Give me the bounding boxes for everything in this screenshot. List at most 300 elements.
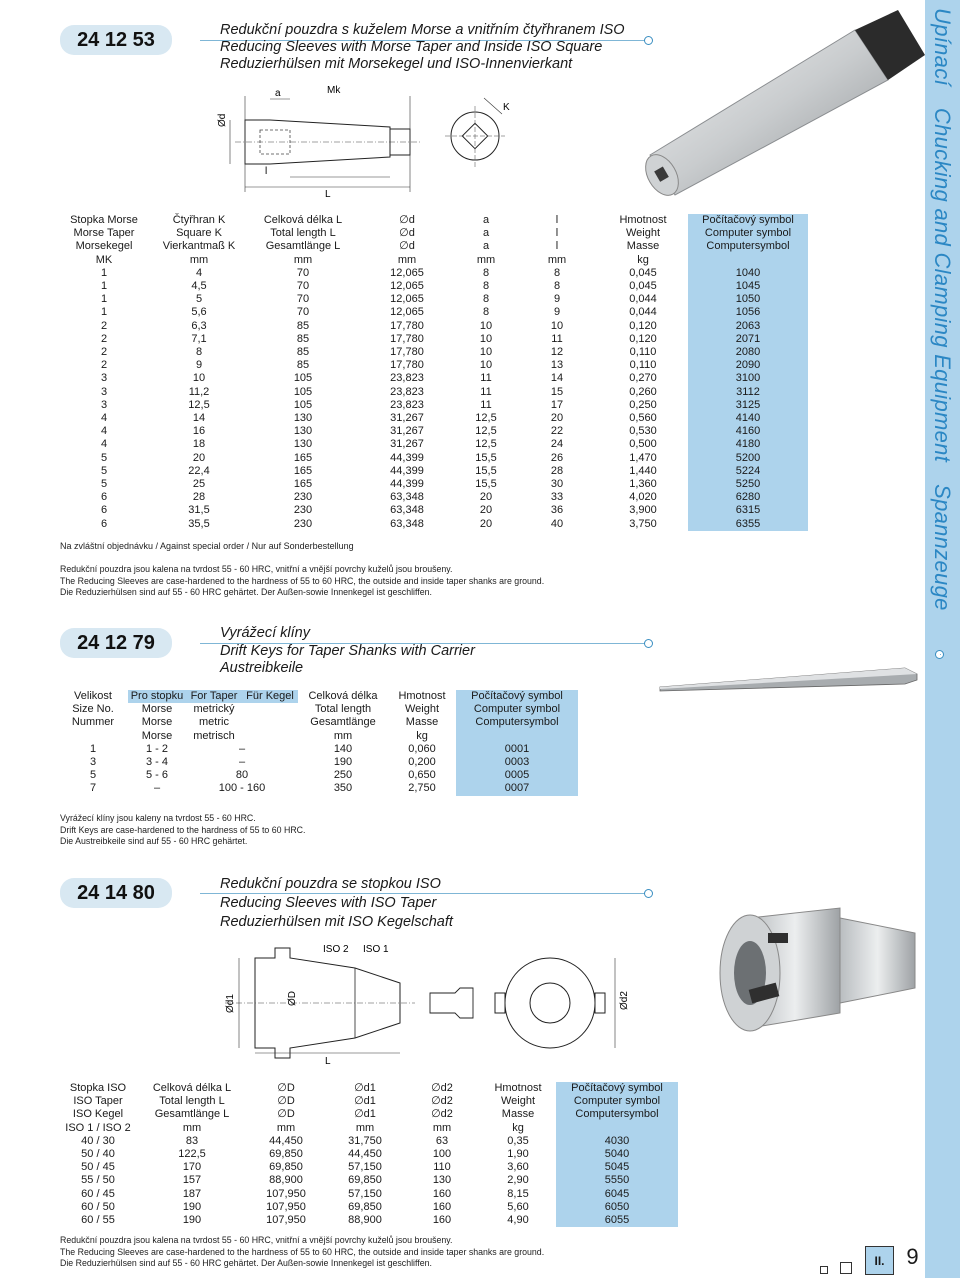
table-cell: 5,6 bbox=[191, 306, 207, 319]
table-cell: 130 bbox=[293, 425, 313, 438]
table-cell: 5,60 bbox=[507, 1200, 529, 1213]
table-cell: 3 - 4 bbox=[145, 756, 168, 769]
table-cell: 107,950 bbox=[266, 1187, 306, 1200]
title-cz: Redukční pouzdra s kuželem Morse a vnitřním čtyřhranem ISO bbox=[220, 22, 625, 38]
dim-l: l bbox=[265, 166, 268, 177]
special-order-note: Na zvláštní objednávku / Against special order / Nur auf Sonderbestellung bbox=[60, 541, 354, 551]
header-cell: ISO Kegel bbox=[72, 1108, 124, 1121]
table-cell: 20 bbox=[479, 491, 493, 504]
header-cell: kg bbox=[512, 1121, 524, 1134]
dim-k: K bbox=[503, 102, 510, 113]
table-cell: 6055 bbox=[556, 1214, 678, 1227]
table-cell: 170 bbox=[182, 1161, 202, 1174]
header-cell: ∅d bbox=[399, 214, 415, 226]
note-en: The Reducing Sleeves are case-hardened to the hardness of 55 to 60 HRC, the outside and inside taper shanks are ground. bbox=[60, 575, 545, 586]
table-header-row bbox=[58, 703, 578, 716]
header-cell: l bbox=[555, 214, 559, 226]
table-row bbox=[58, 306, 808, 319]
table-cell: 230 bbox=[293, 517, 313, 530]
header-cell: Size No. bbox=[72, 703, 114, 716]
header-cell: metrisch bbox=[193, 729, 235, 742]
table-cell: 1 - 2 bbox=[145, 742, 168, 755]
table-cell: 5045 bbox=[556, 1161, 678, 1174]
table-cell: 6280 bbox=[688, 491, 808, 504]
table-cell: 9 bbox=[553, 306, 561, 319]
table-cell: 3 bbox=[100, 398, 108, 411]
table-cell: 4 bbox=[195, 266, 203, 279]
table-row bbox=[58, 280, 808, 293]
table-cell: 12,5 bbox=[475, 412, 497, 425]
note-de: Die Reduzierhülsen sind auf 55 - 60 HRC gehärtet. Der Außen-sowie Innenkegel ist geschliffen. bbox=[60, 587, 432, 597]
table-cell: 9 bbox=[195, 359, 203, 372]
table-row bbox=[58, 267, 808, 280]
table-row bbox=[58, 412, 808, 425]
table-cell: 6045 bbox=[556, 1188, 678, 1201]
table-cell: 1 bbox=[100, 266, 108, 279]
header-cell: ∅d1 bbox=[354, 1082, 376, 1094]
table-cell: 6,3 bbox=[191, 319, 207, 332]
header-cell: Morse Taper bbox=[73, 227, 135, 240]
square-end-view bbox=[440, 88, 520, 178]
dim-d2: Ød2 bbox=[619, 991, 630, 1010]
table-row bbox=[58, 425, 808, 438]
table-header-row bbox=[58, 730, 578, 743]
table-cell: 2090 bbox=[688, 359, 808, 372]
table-row bbox=[58, 478, 808, 491]
header-cell: Stopka ISO bbox=[69, 1082, 127, 1094]
header-cell: mm bbox=[333, 729, 353, 742]
table-cell: 2063 bbox=[688, 320, 808, 333]
table-cell: 70 bbox=[296, 306, 310, 319]
title-cz: Redukční pouzdra se stopkou ISO bbox=[220, 876, 441, 892]
table-cell: 4180 bbox=[688, 438, 808, 451]
header-cell: Hmotnost bbox=[619, 214, 667, 226]
table-header-row bbox=[58, 227, 808, 240]
header-cell: Masse bbox=[501, 1108, 535, 1121]
table-cell: 2071 bbox=[688, 333, 808, 346]
table-cell: 36 bbox=[550, 504, 564, 517]
table-header-row bbox=[58, 254, 808, 267]
header-cell: Celková délka L bbox=[152, 1082, 232, 1094]
header-cell: Hmotnost bbox=[494, 1082, 542, 1094]
title-de: Austreibkeile bbox=[220, 660, 304, 676]
header-cell bbox=[242, 716, 298, 729]
table-row bbox=[58, 346, 808, 359]
table-cell: 83 bbox=[185, 1134, 199, 1147]
table-cell: 105 bbox=[293, 385, 313, 398]
header-cell: Vierkantmaß K bbox=[162, 240, 236, 253]
table-cell: 0,560 bbox=[629, 412, 657, 425]
dim-L: L bbox=[325, 1056, 331, 1067]
table-header-row bbox=[58, 716, 578, 729]
table-header-row bbox=[58, 1082, 678, 1095]
table-cell: 17 bbox=[550, 398, 564, 411]
table-cell: – bbox=[153, 782, 161, 795]
table-cell: 0,250 bbox=[629, 398, 657, 411]
drift-key-table bbox=[58, 690, 578, 796]
section-titles bbox=[220, 625, 475, 678]
iso-sleeve-notes bbox=[60, 1235, 544, 1270]
table-cell: 69,850 bbox=[348, 1200, 382, 1213]
table-cell: 0,110 bbox=[629, 346, 657, 359]
title-de: Reduzierhülsen mit Morsekegel und ISO-Innenvierkant bbox=[220, 56, 573, 72]
table-cell: 165 bbox=[293, 478, 313, 491]
table-cell: 130 bbox=[293, 438, 313, 451]
table-cell: 63,348 bbox=[390, 504, 424, 517]
header-cell: Masse bbox=[626, 240, 660, 253]
table-cell: 3,900 bbox=[629, 504, 657, 517]
note-de: Die Reduzierhülsen sind auf 55 - 60 HRC gehärtet. Der Außen-sowie Innenkegel ist geschliffen. bbox=[60, 1258, 432, 1268]
table-cell: 3125 bbox=[688, 399, 808, 412]
dim-mk: Mk bbox=[327, 85, 341, 96]
table-cell: 20 bbox=[479, 504, 493, 517]
table-cell: 350 bbox=[333, 782, 353, 795]
table-cell: 6355 bbox=[688, 518, 808, 531]
header-cell: MK bbox=[95, 253, 113, 266]
table-cell: 20 bbox=[479, 517, 493, 530]
title-cz: Vyrážecí klíny bbox=[220, 625, 310, 641]
table-cell: 11 bbox=[551, 332, 563, 345]
table-cell: 130 bbox=[432, 1174, 452, 1187]
table-cell: 44,450 bbox=[269, 1134, 303, 1147]
footer-square-medium bbox=[840, 1262, 852, 1274]
table-cell: 230 bbox=[293, 491, 313, 504]
dim-d: Ød bbox=[217, 113, 228, 127]
header-cell: Velikost bbox=[74, 690, 112, 702]
dim-D: ØD bbox=[287, 991, 298, 1006]
sidebar-title-en: Chucking and Clamping Equipment bbox=[930, 107, 955, 463]
table-cell: 70 bbox=[296, 280, 310, 293]
table-row bbox=[58, 1174, 678, 1187]
iso-sleeve-product-photo bbox=[680, 878, 925, 1053]
header-cell: Morse bbox=[141, 716, 173, 729]
table-row bbox=[58, 465, 808, 478]
header-cell: ISO 1 / ISO 2 bbox=[65, 1121, 131, 1134]
header-cell: mm bbox=[182, 1121, 202, 1134]
table-cell: 3 bbox=[89, 756, 97, 769]
table-row bbox=[58, 1188, 678, 1201]
table-cell: 0,200 bbox=[408, 756, 436, 769]
table-cell: 160 bbox=[432, 1187, 452, 1200]
table-cell: 190 bbox=[333, 756, 353, 769]
table-cell: 30 bbox=[550, 478, 564, 491]
table-header-row bbox=[58, 1095, 678, 1108]
table-cell: 85 bbox=[296, 319, 310, 332]
header-cell: mm bbox=[432, 1121, 452, 1134]
table-cell: 1 bbox=[100, 280, 108, 293]
table-cell: 1,360 bbox=[629, 478, 657, 491]
table-row bbox=[58, 359, 808, 372]
table-cell: 6315 bbox=[688, 504, 808, 517]
table-cell: 23,823 bbox=[390, 398, 424, 411]
header-cell: mm bbox=[547, 253, 567, 266]
table-cell: 44,399 bbox=[390, 478, 424, 491]
table-row bbox=[58, 491, 808, 504]
divider-end-ring bbox=[644, 889, 653, 898]
table-cell: 190 bbox=[182, 1200, 202, 1213]
table-cell: 69,850 bbox=[269, 1148, 303, 1161]
sleeve-table bbox=[58, 214, 808, 531]
header-cell: ∅d2 bbox=[431, 1108, 453, 1121]
header-cell: Čtyřhran K bbox=[172, 214, 226, 226]
table-cell: 1,90 bbox=[507, 1148, 529, 1161]
table-cell: 107,950 bbox=[266, 1214, 306, 1227]
header-cell: Computersymbol bbox=[556, 1108, 678, 1121]
table-cell: 1,440 bbox=[629, 464, 657, 477]
drift-key-photo bbox=[655, 660, 925, 700]
dim-a: a bbox=[275, 88, 281, 99]
table-cell: 8 bbox=[482, 266, 490, 279]
table-cell: 69,850 bbox=[348, 1174, 382, 1187]
table-cell: 8 bbox=[482, 306, 490, 319]
table-cell: 12,065 bbox=[390, 293, 424, 306]
table-cell: 3112 bbox=[688, 386, 808, 399]
chapter-badge: II. bbox=[865, 1246, 894, 1275]
table-cell: 57,150 bbox=[348, 1161, 382, 1174]
table-cell: 0,650 bbox=[408, 769, 436, 782]
footer-square-small bbox=[820, 1266, 828, 1274]
header-cell: Počítačový symbol bbox=[688, 214, 808, 227]
table-cell: 8,15 bbox=[507, 1187, 529, 1200]
table-cell: 63,348 bbox=[390, 517, 424, 530]
table-cell: 165 bbox=[293, 451, 313, 464]
table-cell: 2 bbox=[100, 346, 108, 359]
table-cell: 4140 bbox=[688, 412, 808, 425]
header-cell: Masse bbox=[405, 716, 439, 729]
table-cell: 4030 bbox=[556, 1135, 678, 1148]
table-cell: 3100 bbox=[688, 372, 808, 385]
note-en: The Reducing Sleeves are case-hardened to the hardness of 55 to 60 HRC, the outside and inside taper shanks are ground. bbox=[60, 1246, 545, 1257]
table-cell: 105 bbox=[293, 398, 313, 411]
table-cell: 5 bbox=[100, 478, 108, 491]
title-en: Reducing Sleeves with Morse Taper and Inside ISO Square bbox=[220, 39, 603, 55]
table-cell: 17,780 bbox=[390, 359, 424, 372]
table-cell: 5 - 6 bbox=[145, 769, 168, 782]
table-cell: 122,5 bbox=[178, 1148, 206, 1161]
note-cz: Redukční pouzdra jsou kalena na tvrdost 55 - 60 HRC, vnitřní a vnější povrchy kuželů jsou broušeny. bbox=[60, 1235, 453, 1245]
header-cell: Hmotnost bbox=[398, 690, 446, 702]
table-cell: 5250 bbox=[688, 478, 808, 491]
table-cell: 12 bbox=[550, 346, 564, 359]
sleeve-notes bbox=[60, 564, 544, 599]
table-cell: 100 bbox=[432, 1148, 452, 1161]
table-cell: 24 bbox=[550, 438, 564, 451]
table-cell: 85 bbox=[296, 332, 310, 345]
header-cell: a bbox=[482, 227, 490, 240]
table-cell: 157 bbox=[182, 1174, 202, 1187]
table-cell: 15,5 bbox=[475, 464, 497, 477]
table-cell: 0,060 bbox=[408, 742, 436, 755]
table-cell: 187 bbox=[182, 1187, 202, 1200]
header-cell bbox=[58, 730, 128, 743]
table-row bbox=[58, 438, 808, 451]
header-cell: l bbox=[555, 227, 559, 240]
table-cell: 26 bbox=[550, 451, 564, 464]
table-cell: 4,90 bbox=[507, 1214, 529, 1227]
table-cell: 8 bbox=[482, 293, 490, 306]
table-cell: 22 bbox=[550, 425, 564, 438]
table-row bbox=[58, 1135, 678, 1148]
header-cell: Total length L bbox=[159, 1095, 225, 1108]
header-cell: Nummer bbox=[71, 716, 115, 729]
table-cell: 105 bbox=[293, 372, 313, 385]
table-cell: 6 bbox=[100, 517, 108, 530]
table-cell: 1040 bbox=[688, 267, 808, 280]
header-cell: mm bbox=[276, 1121, 296, 1134]
header-cell: Weight bbox=[625, 227, 661, 240]
table-cell: 0,044 bbox=[629, 293, 657, 306]
header-cell: Computersymbol bbox=[456, 716, 578, 729]
table-row bbox=[58, 452, 808, 465]
table-cell: 12,5 bbox=[188, 398, 210, 411]
header-cell: ∅d2 bbox=[431, 1095, 453, 1108]
table-cell: 31,267 bbox=[390, 438, 424, 451]
table-cell: 130 bbox=[293, 412, 313, 425]
header-cell: kg bbox=[637, 253, 649, 266]
table-cell: 11 bbox=[480, 385, 492, 398]
table-cell: 5 bbox=[100, 451, 108, 464]
header-cell: Počítačový symbol bbox=[556, 1082, 678, 1095]
header-cell: Morse bbox=[141, 729, 173, 742]
header-cell: For Taper bbox=[186, 690, 242, 703]
header-cell: Morsekegel bbox=[75, 240, 133, 253]
table-cell: 70 bbox=[296, 266, 310, 279]
header-cell: ∅D bbox=[277, 1095, 295, 1108]
header-cell: ∅D bbox=[277, 1108, 295, 1121]
table-header-row bbox=[58, 1108, 678, 1121]
table-cell: 100 - 160 bbox=[218, 782, 266, 795]
table-cell: 1056 bbox=[688, 306, 808, 319]
table-cell: 8 bbox=[553, 280, 561, 293]
header-cell bbox=[456, 730, 578, 743]
table-cell: 4 bbox=[100, 425, 108, 438]
dim-d1: Ød1 bbox=[225, 994, 236, 1013]
table-row bbox=[58, 1201, 678, 1214]
table-cell: 0,35 bbox=[507, 1134, 529, 1147]
table-row bbox=[58, 372, 808, 385]
table-row bbox=[58, 504, 808, 517]
dim-iso2: ISO 2 bbox=[323, 944, 349, 955]
header-cell: Počítačový symbol bbox=[456, 690, 578, 703]
table-cell: 0,110 bbox=[629, 359, 657, 372]
table-header-row bbox=[58, 214, 808, 227]
table-cell: 13 bbox=[550, 359, 564, 372]
table-cell: 35,5 bbox=[188, 517, 210, 530]
table-cell: 6 bbox=[100, 504, 108, 517]
sleeve-product-photo bbox=[640, 10, 930, 205]
table-cell: 8 bbox=[553, 266, 561, 279]
table-cell: 85 bbox=[296, 359, 310, 372]
table-cell: 17,780 bbox=[390, 332, 424, 345]
table-cell: 12,5 bbox=[475, 438, 497, 451]
table-cell: 1 bbox=[89, 742, 97, 755]
table-cell: 140 bbox=[333, 742, 353, 755]
table-cell: 2080 bbox=[688, 346, 808, 359]
table-cell: 0007 bbox=[456, 782, 578, 795]
drift-key-notes bbox=[60, 813, 305, 848]
product-code-badge: 24 12 53 bbox=[60, 25, 172, 55]
table-cell: 0,044 bbox=[629, 306, 657, 319]
table-row bbox=[58, 386, 808, 399]
table-cell: 4,020 bbox=[629, 491, 657, 504]
table-cell: 5040 bbox=[556, 1148, 678, 1161]
table-cell: 3,750 bbox=[629, 517, 657, 530]
iso-sleeve-technical-drawing bbox=[215, 938, 655, 1068]
product-code-badge: 24 12 79 bbox=[60, 628, 172, 658]
table-cell: 20 bbox=[550, 412, 564, 425]
table-cell: 50 / 45 bbox=[81, 1161, 115, 1174]
dim-L: L bbox=[325, 189, 331, 200]
table-cell: 12,5 bbox=[475, 425, 497, 438]
table-cell: 0,045 bbox=[629, 280, 657, 293]
table-cell: 0005 bbox=[456, 769, 578, 782]
table-cell: 0,530 bbox=[629, 425, 657, 438]
table-cell: 230 bbox=[293, 504, 313, 517]
table-cell: 0001 bbox=[456, 743, 578, 756]
table-cell: 5224 bbox=[688, 465, 808, 478]
table-cell: 40 / 30 bbox=[81, 1134, 115, 1147]
title-en: Drift Keys for Taper Shanks with Carrier bbox=[220, 642, 475, 659]
table-cell: 0,120 bbox=[629, 332, 657, 345]
table-row bbox=[58, 333, 808, 346]
page-number: 9 bbox=[906, 1244, 919, 1269]
header-cell: mm bbox=[189, 253, 209, 266]
table-cell: 22,4 bbox=[188, 464, 210, 477]
table-cell: 10 bbox=[479, 346, 493, 359]
table-cell: 88,900 bbox=[269, 1174, 303, 1187]
dim-iso1: ISO 1 bbox=[363, 944, 389, 955]
header-cell: Weight bbox=[500, 1095, 536, 1108]
header-cell: Weight bbox=[404, 703, 440, 716]
table-cell: 17,780 bbox=[390, 346, 424, 359]
header-cell: ∅d1 bbox=[354, 1108, 376, 1121]
table-cell: 1 bbox=[100, 306, 108, 319]
table-cell: 6 bbox=[100, 491, 108, 504]
table-cell: 4160 bbox=[688, 425, 808, 438]
header-cell: ∅d bbox=[399, 227, 415, 240]
iso-sleeve-table bbox=[58, 1082, 678, 1227]
table-cell: 80 bbox=[235, 769, 249, 782]
table-cell: 28 bbox=[550, 464, 564, 477]
header-cell: ISO Taper bbox=[73, 1095, 123, 1108]
table-row bbox=[58, 320, 808, 333]
header-cell: metrický bbox=[193, 703, 235, 716]
header-cell: a bbox=[482, 240, 490, 253]
table-cell: 11 bbox=[480, 398, 492, 411]
table-cell: 15,5 bbox=[475, 451, 497, 464]
table-cell: 0,270 bbox=[629, 372, 657, 385]
header-cell: ∅D bbox=[277, 1082, 295, 1094]
table-row bbox=[58, 756, 578, 769]
header-cell: Celková délka L bbox=[263, 214, 343, 226]
table-header-row bbox=[58, 690, 578, 703]
table-cell: 12,065 bbox=[390, 266, 424, 279]
table-cell: 5550 bbox=[556, 1174, 678, 1187]
note-cz: Redukční pouzdra jsou kalena na tvrdost 55 - 60 HRC, vnitřní a vnější povrchy kuželů jsou broušeny. bbox=[60, 564, 453, 574]
table-cell: 5200 bbox=[688, 452, 808, 465]
note-en: Drift Keys are case-hardened to the hardness of 55 to 60 HRC. bbox=[60, 824, 306, 835]
table-cell: 25 bbox=[192, 478, 206, 491]
table-cell: 2 bbox=[100, 332, 108, 345]
table-cell: 31,750 bbox=[348, 1134, 382, 1147]
table-cell: 70 bbox=[296, 293, 310, 306]
table-cell: 1050 bbox=[688, 293, 808, 306]
table-cell: 12,065 bbox=[390, 306, 424, 319]
table-cell: 20 bbox=[192, 451, 206, 464]
table-cell: 10 bbox=[550, 319, 564, 332]
header-cell: Computer symbol bbox=[456, 703, 578, 716]
sidebar-title bbox=[929, 8, 955, 633]
